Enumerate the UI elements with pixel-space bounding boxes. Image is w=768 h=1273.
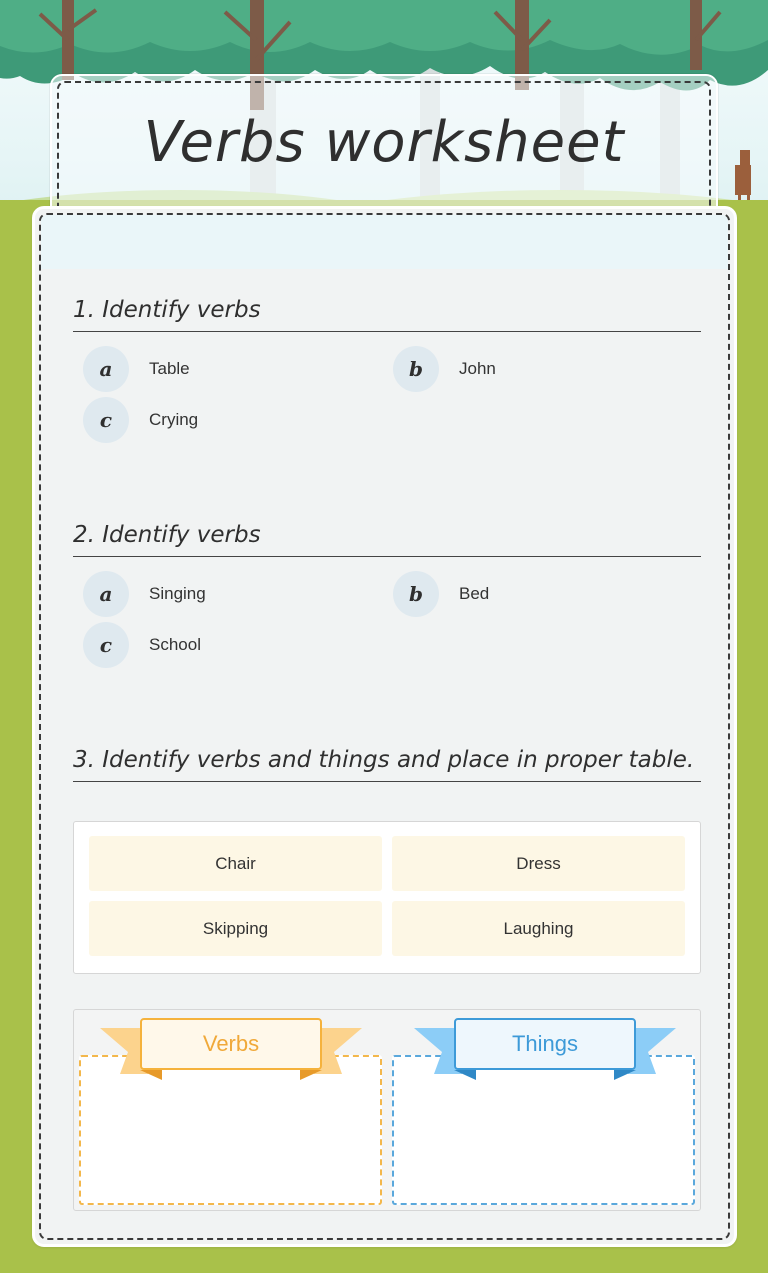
option-a[interactable] <box>83 346 190 392</box>
option-a[interactable] <box>83 571 206 617</box>
question-2 <box>73 522 701 681</box>
verbs-ribbon <box>100 1018 362 1082</box>
option-letter: a <box>83 571 129 617</box>
option-text: Crying <box>149 410 199 429</box>
option-c[interactable] <box>83 397 198 443</box>
option-letter: c <box>83 622 129 668</box>
word-tile[interactable]: Skipping <box>89 901 382 956</box>
option-text: Table <box>149 359 190 378</box>
option-c[interactable] <box>83 622 201 668</box>
word-tile[interactable]: Chair <box>89 836 382 891</box>
option-letter: c <box>83 397 129 443</box>
question-1 <box>73 297 701 456</box>
page-title: Verbs worksheet <box>143 110 625 175</box>
option-letter: a <box>83 346 129 392</box>
options-list <box>73 346 701 456</box>
option-b[interactable] <box>393 571 489 617</box>
option-text: School <box>149 635 201 654</box>
question-title: 1. Identify verbs <box>73 297 701 332</box>
question-title: 3. Identify verbs and things and place in proper table. <box>73 747 701 782</box>
card-header-band <box>41 215 728 269</box>
option-letter: b <box>393 571 439 617</box>
question-3 <box>73 747 701 782</box>
question-title: 2. Identify verbs <box>73 522 701 557</box>
title-card <box>50 74 718 224</box>
option-text: Bed <box>459 584 490 603</box>
word-tile[interactable]: Dress <box>392 836 685 891</box>
option-b[interactable] <box>393 346 496 392</box>
word-bank <box>73 821 701 974</box>
option-text: Singing <box>149 584 206 603</box>
sort-area <box>73 1009 701 1211</box>
things-ribbon <box>414 1018 676 1082</box>
things-label: Things <box>454 1018 636 1070</box>
option-text: John <box>459 359 496 378</box>
options-list <box>73 571 701 681</box>
option-letter: b <box>393 346 439 392</box>
word-tile[interactable]: Laughing <box>392 901 685 956</box>
worksheet-card <box>32 206 737 1247</box>
verbs-label: Verbs <box>140 1018 322 1070</box>
